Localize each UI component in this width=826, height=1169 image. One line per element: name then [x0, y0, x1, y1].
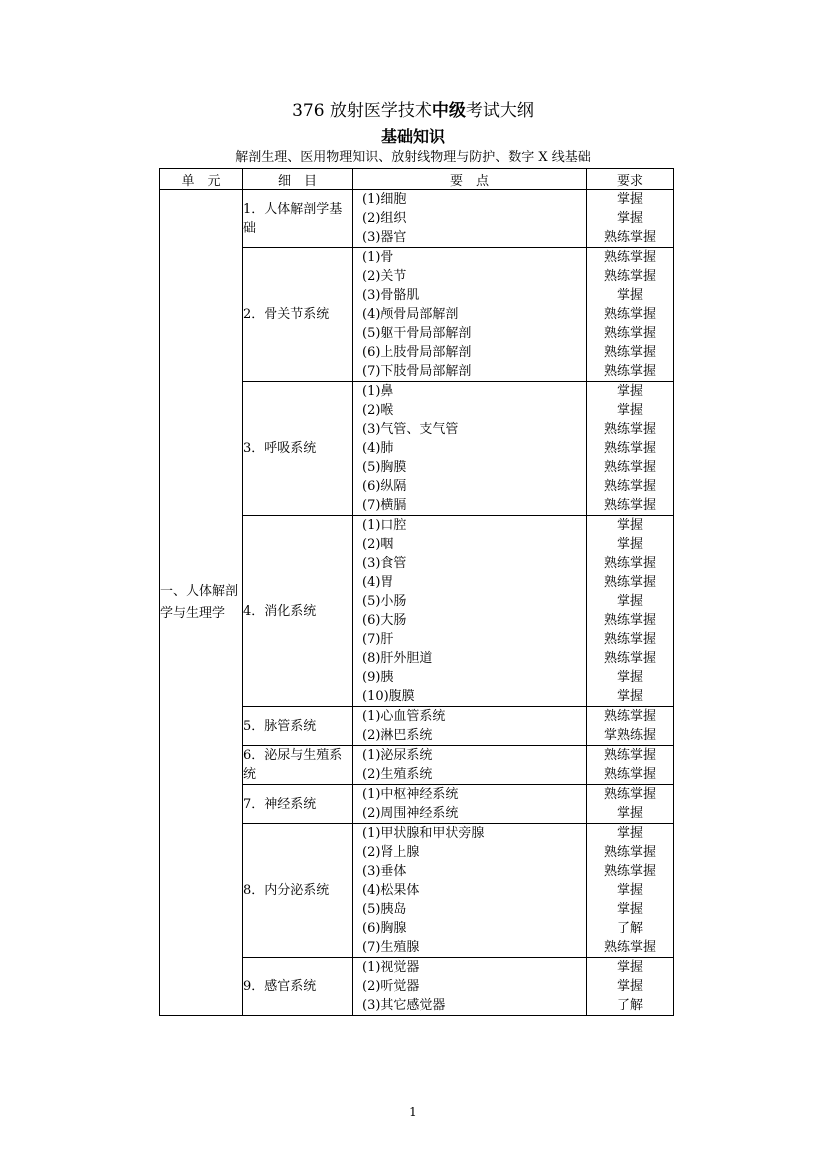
requirement-level: 熟练掌握 [603, 632, 656, 647]
requirement-level: 熟练掌握 [603, 709, 656, 724]
requirement-level: 掌握 [616, 902, 643, 917]
requirement-level: 熟练掌握 [603, 460, 656, 475]
requirement-level: 掌握 [616, 670, 643, 685]
point-item: (2)肾上腺 [362, 845, 420, 860]
header-topic: 细 目 [243, 169, 353, 190]
point-item: (1)中枢神经系统 [362, 787, 459, 802]
point-item: (1)泌尿系统 [362, 748, 433, 763]
requirement-level: 了解 [616, 921, 643, 936]
requirement-level: 熟练掌握 [603, 864, 656, 879]
requirement-level: 熟练掌握 [603, 767, 656, 782]
point-item: (3)食管 [362, 556, 407, 571]
requirement-level: 掌握 [616, 826, 643, 841]
points-cell [353, 382, 587, 516]
point-item: (5)小肠 [362, 594, 407, 609]
document-title [0, 100, 826, 122]
requirement-level: 掌熟练握 [603, 728, 656, 743]
topic-cell: 4．消化系统 [243, 516, 353, 707]
requirement-level: 掌握 [616, 384, 643, 399]
topic-cell: 6．泌尿与生殖系统 [243, 746, 353, 785]
topic-cell: 2．骨关节系统 [243, 248, 353, 382]
table-row [160, 190, 674, 248]
point-item: (1)甲状腺和甲状旁腺 [362, 826, 485, 841]
requirement-level: 熟练掌握 [603, 479, 656, 494]
requirement-level: 熟练掌握 [603, 345, 656, 360]
point-item: (2)生殖系统 [362, 767, 433, 782]
point-item: (1)细胞 [362, 192, 407, 207]
table-header-row [160, 169, 674, 190]
requirement-level: 掌握 [616, 806, 643, 821]
requirement-level: 熟练掌握 [603, 422, 656, 437]
point-item: (7)肝 [362, 632, 394, 647]
requirement-cell [587, 785, 674, 824]
points-cell [353, 248, 587, 382]
requirement-level: 熟练掌握 [603, 364, 656, 379]
point-item: (5)躯干骨局部解剖 [362, 326, 472, 341]
requirement-cell [587, 190, 674, 248]
requirement-cell [587, 516, 674, 707]
point-item: (7)下肢骨局部解剖 [362, 364, 472, 379]
requirement-level: 熟练掌握 [603, 575, 656, 590]
point-item: (8)肝外胆道 [362, 651, 433, 666]
requirement-cell [587, 958, 674, 1016]
topic-cell: 9．感官系统 [243, 958, 353, 1016]
point-item: (2)周围神经系统 [362, 806, 459, 821]
topic-cell: 5．脉管系统 [243, 707, 353, 746]
requirement-level: 熟练掌握 [603, 441, 656, 456]
point-item: (4)肺 [362, 441, 394, 456]
title-bold: 中级 [431, 101, 466, 121]
point-item: (2)淋巴系统 [362, 728, 433, 743]
requirement-level: 熟练掌握 [603, 748, 656, 763]
points-cell [353, 190, 587, 248]
syllabus-table [159, 168, 674, 1016]
requirement-level: 熟练掌握 [603, 498, 656, 513]
point-item: (7)横膈 [362, 498, 407, 513]
requirement-level: 熟练掌握 [603, 651, 656, 666]
point-item: (3)骨骼肌 [362, 288, 420, 303]
point-item: (2)咽 [362, 537, 394, 552]
title-prefix: 376 放射医学技术 [292, 101, 432, 121]
requirement-cell [587, 248, 674, 382]
requirement-cell [587, 382, 674, 516]
requirement-level: 了解 [616, 998, 643, 1013]
point-item: (1)骨 [362, 250, 394, 265]
requirement-level: 掌握 [616, 288, 643, 303]
point-item: (10)腹膜 [362, 689, 415, 704]
requirement-level: 掌握 [616, 211, 643, 226]
requirement-level: 熟练掌握 [603, 269, 656, 284]
title-suffix: 考试大纲 [465, 101, 534, 121]
scope-line: 解剖生理、医用物理知识、放射线物理与防护、数字 X 线基础 [235, 150, 591, 165]
requirement-level: 掌握 [616, 883, 643, 898]
point-item: (3)垂体 [362, 864, 407, 879]
points-cell [353, 785, 587, 824]
requirement-level: 熟练掌握 [603, 326, 656, 341]
unit-cell: 一、人体解剖学与生理学 [160, 190, 243, 1016]
document-subtitle: 基础知识 [380, 127, 445, 146]
points-cell [353, 958, 587, 1016]
point-item: (2)关节 [362, 269, 407, 284]
point-item: (4)颅骨局部解剖 [362, 307, 459, 322]
point-item: (1)视觉器 [362, 960, 420, 975]
point-item: (7)生殖腺 [362, 940, 420, 955]
requirement-cell [587, 707, 674, 746]
header-points: 要 点 [353, 169, 587, 190]
point-item: (4)松果体 [362, 883, 420, 898]
topic-cell: 1．人体解剖学基础 [243, 190, 353, 248]
table-body [160, 190, 674, 1016]
header-unit: 单 元 [160, 169, 243, 190]
point-item: (6)大肠 [362, 613, 407, 628]
topic-cell: 8．内分泌系统 [243, 824, 353, 958]
point-item: (1)心血管系统 [362, 709, 446, 724]
points-cell [353, 824, 587, 958]
point-item: (2)组织 [362, 211, 407, 226]
requirement-level: 掌握 [616, 594, 643, 609]
point-item: (3)气管、支气管 [362, 422, 459, 437]
point-item: (6)上肢骨局部解剖 [362, 345, 472, 360]
requirement-level: 熟练掌握 [603, 556, 656, 571]
point-item: (1)口腔 [362, 518, 407, 533]
point-item: (5)胰岛 [362, 902, 407, 917]
point-item: (6)纵隔 [362, 479, 407, 494]
requirement-level: 熟练掌握 [603, 307, 656, 322]
requirement-level: 熟练掌握 [603, 845, 656, 860]
requirement-level: 熟练掌握 [603, 613, 656, 628]
point-item: (4)胃 [362, 575, 394, 590]
point-item: (5)胸膜 [362, 460, 407, 475]
requirement-level: 掌握 [616, 403, 643, 418]
point-item: (3)其它感觉器 [362, 998, 446, 1013]
topic-cell: 3．呼吸系统 [243, 382, 353, 516]
requirement-level: 掌握 [616, 960, 643, 975]
requirement-level: 掌握 [616, 518, 643, 533]
requirement-cell [587, 824, 674, 958]
requirement-level: 掌握 [616, 689, 643, 704]
point-item: (2)听觉器 [362, 979, 420, 994]
requirement-level: 掌握 [616, 192, 643, 207]
requirement-level: 熟练掌握 [603, 230, 656, 245]
points-cell [353, 707, 587, 746]
requirement-level: 熟练掌握 [603, 787, 656, 802]
point-item: (3)器官 [362, 230, 407, 245]
page-number: 1 [409, 1105, 417, 1119]
requirement-cell [587, 746, 674, 785]
point-item: (1)鼻 [362, 384, 394, 399]
point-item: (2)喉 [362, 403, 394, 418]
requirement-level: 掌握 [616, 537, 643, 552]
requirement-level: 熟练掌握 [603, 250, 656, 265]
point-item: (6)胸腺 [362, 921, 407, 936]
point-item: (9)胰 [362, 670, 394, 685]
points-cell [353, 746, 587, 785]
header-requirement: 要求 [587, 169, 674, 190]
points-cell [353, 516, 587, 707]
topic-cell: 7．神经系统 [243, 785, 353, 824]
requirement-level: 掌握 [616, 979, 643, 994]
requirement-level: 熟练掌握 [603, 940, 656, 955]
